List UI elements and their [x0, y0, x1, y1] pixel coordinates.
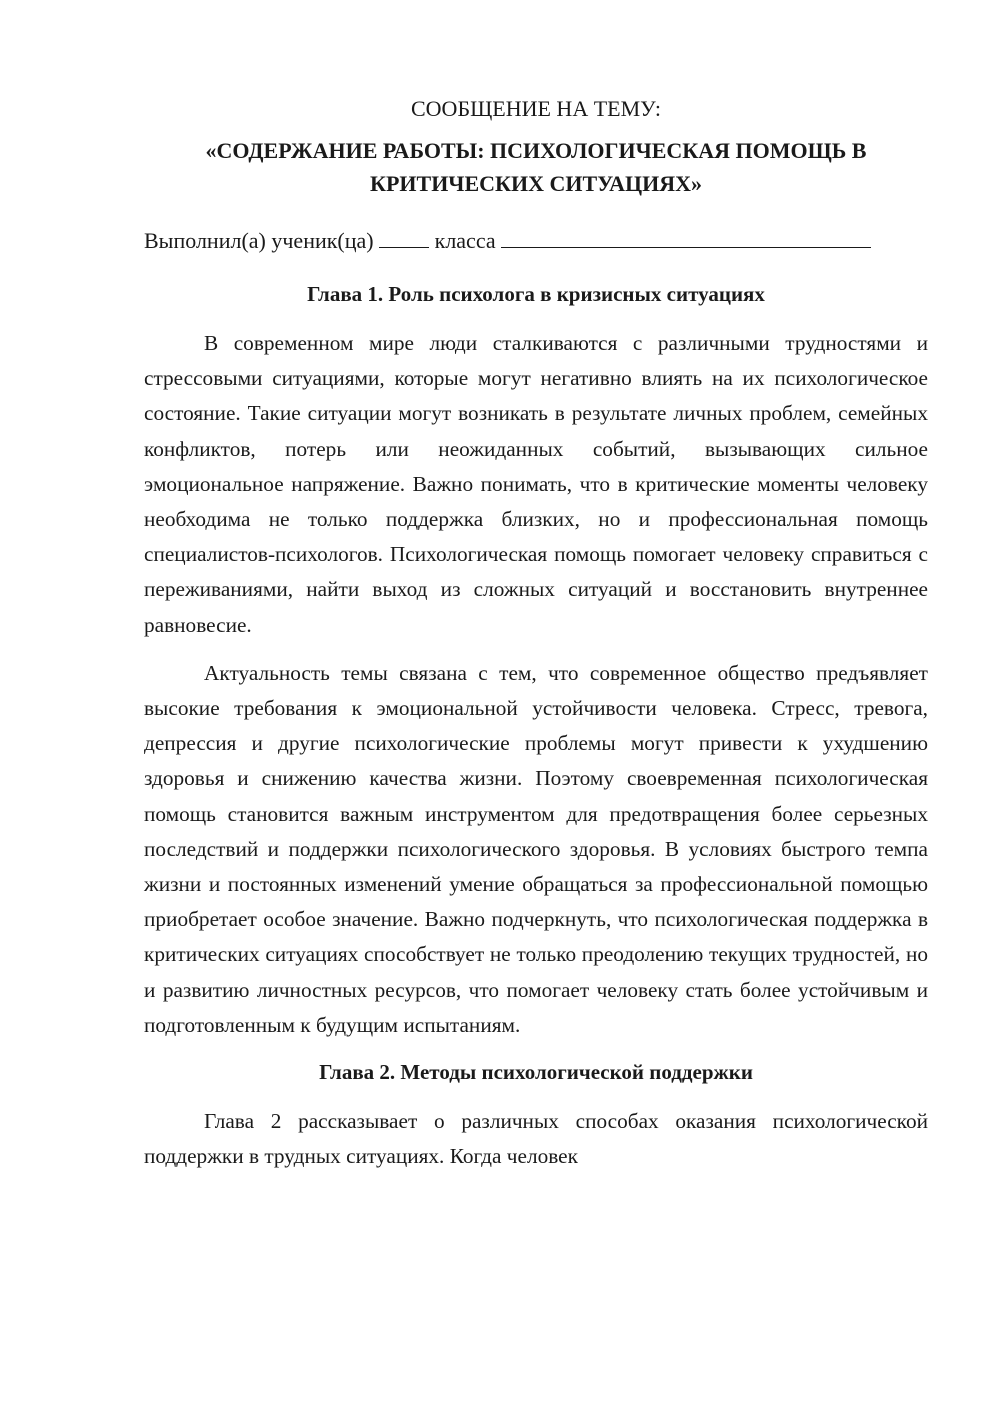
document-pre-title: СООБЩЕНИЕ НА ТЕМУ:	[411, 96, 661, 121]
document-page	[144, 92, 928, 1174]
performed-by-label: Выполнил(а) ученик(ца)	[144, 228, 374, 253]
chapter-1-paragraph-2: Актуальность темы связана с тем, что современное общество предъявляет высокие требования к эмоциональной устойчивости человека. Стресс, тревога, депрессия и другие психологические проблемы могут привести к ухудшению здоровья и снижению качества жизни. Поэтому своевременная психологическая помощь становится важным инструментом для предотвращения более серьезных последствий и поддержки психологического здоровья. В условиях быстрого темпа жизни и постоянных изменений умение обращаться за профессиональной помощью приобретает особое значение. Важно подчеркнуть, что психологическая поддержка в критических ситуациях способствует не только преодолению текущих трудностей, но и развитию личностных ресурсов, что помогает человеку стать более устойчивым и подготовленным к будущим испытаниям.	[144, 660, 928, 1037]
document-title: «СОДЕРЖАНИЕ РАБОТЫ: ПСИХОЛОГИЧЕСКАЯ ПОМОЩЬ В КРИТИЧЕСКИХ СИТУАЦИЯХ»	[205, 138, 867, 196]
class-number-blank	[379, 227, 429, 248]
chapter-1-paragraph-1: В современном мире люди сталкиваются с различными трудностями и стрессовыми ситуациями, которые могут негативно влиять на их психологическое состояние. Такие ситуации могут возникать в результате личных проблем, семейных конфликтов, потерь или неожиданных событий, вызывающих сильное эмоциональное напряжение. Важно понимать, что в критические моменты человеку необходима не только поддержка близких, но и профессиональная помощь специалистов-психологов. Психологическая помощь помогает человеку справиться с переживаниями, найти выход из сложных ситуаций и восстановить внутреннее равновесие.	[144, 331, 928, 637]
author-line	[144, 224, 928, 258]
class-label: класса	[434, 228, 496, 253]
chapter-2-paragraph-1: Глава 2 рассказывает о различных способах оказания психологической поддержки в трудных ситуациях. Когда человек	[144, 1109, 928, 1169]
chapter-2-title: Глава 2. Методы психологической поддержки	[319, 1060, 753, 1085]
chapter-1-title: Глава 1. Роль психолога в кризисных ситуациях	[307, 282, 765, 306]
student-name-blank	[501, 227, 871, 248]
